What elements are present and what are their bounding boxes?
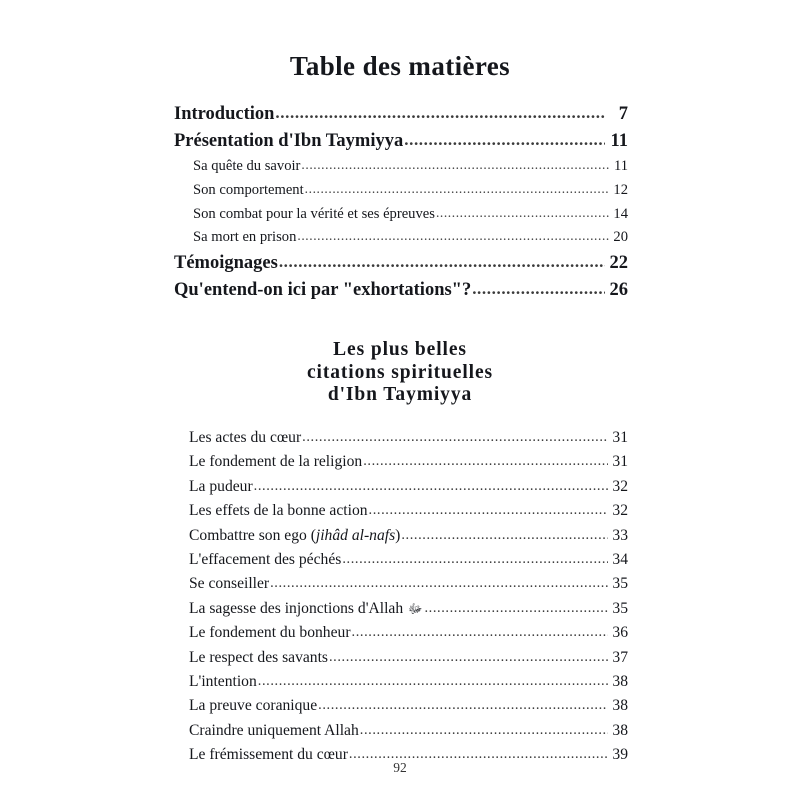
toc-entry-dot-leader	[270, 575, 608, 592]
toc-entry-label: Le fondement du bonheur	[189, 624, 351, 642]
toc-entry-dot-leader	[254, 478, 608, 495]
section-heading-line-1: Les plus belles	[333, 339, 467, 360]
toc-entry-dot-leader	[342, 551, 608, 568]
toc-entry-dot-leader	[302, 429, 608, 446]
toc-entry-dot-leader	[404, 130, 605, 150]
toc-entry-label: Sa quête du savoir	[193, 158, 301, 174]
toc-entry-label: Le frémissement du cœur	[189, 746, 348, 764]
toc-entry-dot-leader	[369, 502, 608, 519]
toc-entry-dot-leader	[258, 673, 608, 690]
toc-entry-page-number: 35	[612, 599, 628, 617]
toc-entry-dot-leader	[275, 103, 606, 123]
toc-entry[interactable]	[174, 453, 628, 477]
toc-entry-dot-leader	[360, 722, 608, 739]
toc-entry[interactable]	[174, 158, 628, 182]
toc-entry[interactable]	[174, 551, 628, 575]
toc-entry-page-number: 22	[609, 253, 628, 274]
toc-entry[interactable]	[174, 502, 628, 526]
toc-entry[interactable]	[174, 280, 628, 307]
toc-entry-label: Craindre uniquement Allah	[189, 721, 359, 739]
toc-entry-label: L'intention	[189, 672, 257, 690]
toc-entry-page-number: 31	[612, 453, 628, 471]
toc-entry-page-number: 7	[618, 104, 628, 124]
toc-entry-page-number: 20	[613, 229, 628, 246]
toc-entry-page-number: 33	[612, 526, 628, 544]
toc-entry-page-number: 38	[612, 672, 628, 690]
toc-entry[interactable]	[174, 673, 628, 697]
toc-entry-label: La preuve coranique	[189, 697, 318, 715]
toc-entry[interactable]	[174, 697, 628, 721]
toc-entry-label: L'effacement des péchés	[189, 550, 342, 568]
toc-entry[interactable]	[174, 104, 628, 131]
toc-entry-page-number: 26	[609, 280, 628, 301]
toc-entry-page-number: 38	[612, 721, 628, 739]
toc-entry-dot-leader	[301, 157, 609, 173]
toc-entry[interactable]	[174, 722, 628, 746]
toc-section-front-matter	[174, 104, 628, 307]
section-heading	[0, 339, 800, 407]
toc-entry[interactable]	[174, 575, 628, 599]
toc-entry[interactable]	[174, 229, 628, 253]
toc-entry-label: Son combat pour la vérité et ses épreuves	[193, 205, 435, 222]
section-heading-line-3: d'Ibn Taymiyya	[327, 384, 473, 406]
toc-entry-dot-leader	[329, 649, 608, 666]
toc-entry[interactable]	[174, 624, 628, 648]
toc-entry-dot-leader	[436, 205, 609, 221]
section-heading-line-2: citations spirituelles	[306, 361, 494, 383]
toc-entry[interactable]	[174, 182, 628, 206]
toc-entry-dot-leader	[472, 279, 605, 299]
toc-entry-label: Les effets de la bonne action	[189, 502, 368, 520]
toc-entry-label: Introduction	[174, 104, 275, 124]
toc-entry-page-number: 34	[612, 550, 628, 568]
toc-entry-page-number: 37	[612, 648, 628, 666]
toc-entry-dot-leader	[305, 181, 609, 197]
toc-entry-label: Témoignages	[174, 253, 278, 274]
toc-entry-page-number: 12	[613, 181, 628, 198]
toc-entry-label: Combattre son ego (jihâd al-nafs)	[189, 526, 401, 544]
toc-entry[interactable]	[174, 649, 628, 673]
toc-entry-label: Le fondement de la religion	[189, 453, 363, 471]
toc-entry-label-italic: jihâd al-nafs	[315, 526, 396, 544]
toc-entry-label: Qu'entend-on ici par "exhortations"?	[174, 280, 472, 301]
toc-entry-page-number: 36	[612, 624, 628, 642]
toc-entry[interactable]	[174, 131, 628, 158]
toc-entry-page-number: 31	[612, 429, 628, 446]
toc-entry-dot-leader	[279, 252, 605, 272]
toc-entry-page-number: 11	[613, 158, 628, 174]
toc-entry-dot-leader	[424, 600, 608, 617]
toc-entry[interactable]	[174, 206, 628, 230]
toc-entry-page-number: 38	[612, 697, 628, 715]
toc-entry[interactable]	[174, 478, 628, 502]
toc-entry-label: Son comportement	[193, 181, 304, 198]
toc-entry-label: Sa mort en prison	[193, 229, 297, 246]
toc-entry-label: Se conseiller	[189, 575, 270, 593]
toc-entry-page-number: 32	[612, 502, 628, 520]
page-number: 92	[393, 760, 407, 775]
toc-entry-label: La pudeur	[189, 477, 253, 495]
toc-entry-page-number: 11	[610, 131, 628, 151]
toc-entry-label: Présentation d'Ibn Taymiyya	[174, 131, 404, 151]
toc-entry-label: La sagesse des injonctions d'Allah ﷻ	[189, 599, 423, 617]
toc-entry-label: Les actes du cœur	[189, 429, 302, 446]
toc-entry-page-number: 14	[613, 205, 628, 222]
toc-section-citations	[174, 429, 628, 770]
toc-entry-page-number: 32	[612, 477, 628, 495]
page-title: Table des matières	[289, 51, 511, 81]
toc-entry-dot-leader	[352, 624, 608, 641]
toc-entry[interactable]	[174, 429, 628, 453]
toc-entry-page-number: 39	[612, 746, 628, 764]
allah-honorific-icon: ﷻ	[408, 601, 423, 617]
toc-entry[interactable]	[174, 253, 628, 280]
toc-entry-dot-leader	[363, 453, 608, 470]
toc-entry-label: Le respect des savants	[189, 648, 328, 666]
toc-entry-dot-leader	[318, 697, 608, 714]
toc-entry[interactable]	[174, 527, 628, 551]
toc-entry-page-number: 35	[612, 575, 628, 593]
toc-entry-dot-leader	[297, 228, 609, 244]
toc-entry-dot-leader	[401, 527, 608, 544]
toc-entry[interactable]	[174, 600, 628, 624]
